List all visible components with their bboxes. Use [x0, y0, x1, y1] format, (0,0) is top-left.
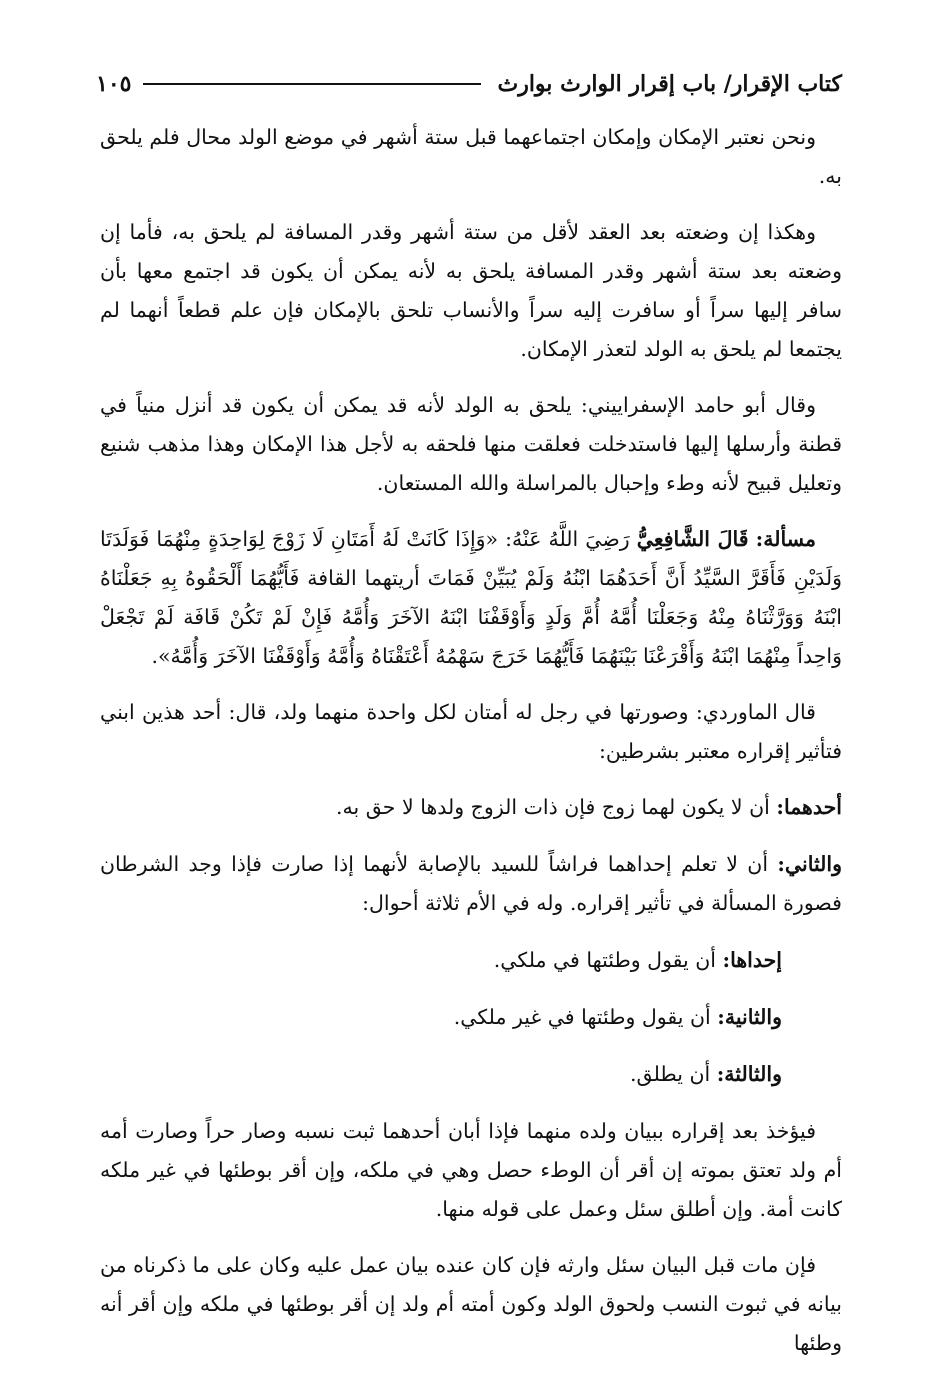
page-number: ١٠٥	[96, 71, 132, 97]
paragraph-9: فيؤخذ بعد إقراره ببيان ولده منهما فإذا أبان أحدهما ثبت نسبه وصار حراً وصارت أمه أم ولد تعتق بموته إن أقر أن الوطء حصل وهي في ملكه، وإن أقر بوطئها في غير ملكه كانت أمة. وإن أطلق سئل وعمل على قوله منها.	[100, 1119, 842, 1221]
masala-speaker: قَالَ الشَّافِعِيُّ	[636, 527, 749, 551]
paragraph-1: ونحن نعتبر الإمكان وإمكان اجتماعهما قبل ستة أشهر في موضع الولد محال فلم يلحق به.	[100, 125, 842, 188]
state-1-text: أن يقول وطئتها في ملكي.	[493, 948, 717, 972]
state-2-label: والثانية:	[717, 1005, 782, 1029]
state-3	[100, 1055, 842, 1094]
paragraph-5: قال الماوردي: وصورتها في رجل له أمتان لكل واحدة منهما ولد، قال: أحد هذين ابني فتأثير إقراره معتبر بشرطين:	[100, 700, 842, 763]
masala-text: رَضِيَ اللَّهُ عَنْهُ: «وَإِذَا كَانَتْ لَهُ أَمَتَانِ لَا زَوْجَ لِوَاحِدَةٍ مِنْهُمَا فَوَلَدَتَا وَلَدَيْنِ فَأَقَرَّ السَّيِّدُ أَنَّ أَحَدَهُمَا ابْنُهُ وَلَمْ يُبَيِّنْ فَمَاتَ أريتهما القافة فَأَيُّهُمَا أَلْحَقُوهُ بِهِ جَعَلْنَاهُ ابْنَهُ وَوَرَّثْنَاهُ مِنْهُ وَجَعَلْنَا أُمَّهُ أُمَّ وَلَدٍ وَأَوْقَفْنَا ابْنَهُ الآخَرَ وَأُمَّهُ فَإِنْ لَمْ تَكُنْ قَافَة لَمْ تَجْعَلْ وَاحِداً مِنْهُمَا ابْنَهُ وَأَقْرَعْنَا بَيْنَهُمَا فَأَيُّهُمَا خَرَجَ سَهْمُهُ أَعْتَقْنَاهُ وَأُمَّهُ وَأَوْقَفْنَا الآخَرَ وَأُمَّهُ».	[100, 527, 842, 668]
masala-label: مسألة:	[755, 527, 816, 551]
condition-2-text: أن لا تعلم إحداهما فراشاً للسيد بالإصابة لأنهما إذا صارت فإذا وجد الشرطان فصورة المسألة في تأثير إقراره. وله في الأم ثلاثة أحوال:	[100, 852, 842, 915]
condition-1	[100, 788, 842, 827]
condition-1-label: أحدهما:	[776, 795, 842, 819]
header-rule	[143, 83, 481, 85]
state-3-label: والثالثة:	[716, 1062, 782, 1086]
paragraph-2: وهكذا إن وضعته بعد العقد لأقل من ستة أشهر وقدر المسافة لم يلحق به، فأما إن وضعته بعد ستة أشهر وقدر المسافة يلحق به لأنه يمكن أن يكون قد اجتمع معها بأن سافر إليها سراً أو سافرت إليه سراً والأنساب تلحق بالإمكان فإن علم قطعاً أنهما لم يجتمعا لم يلحق به الولد لتعذر الإمكان.	[100, 220, 842, 361]
state-1-label: إحداها:	[722, 948, 782, 972]
state-3-text: أن يطلق.	[630, 1062, 711, 1086]
condition-2	[100, 845, 842, 923]
running-title: كتاب الإقرار/ باب إقرار الوارث بوارث	[497, 71, 842, 97]
state-2-text: أن يقول وطئتها في غير ملكي.	[453, 1005, 711, 1029]
condition-1-text: أن لا يكون لهما زوج فإن ذات الزوج ولدها لا حق به.	[335, 795, 770, 819]
paragraph-10: فإن مات قبل البيان سئل وارثه فإن كان عنده بيان عمل عليه وكان على ما ذكرناه من بيانه في ثبوت النسب ولحوق الولد وكون أمته أم ولد إن أقر بوطئها في ملكه وإن أقر أنه وطئها	[100, 1253, 842, 1355]
condition-2-label: والثاني:	[777, 852, 842, 876]
masala-paragraph	[100, 520, 842, 676]
state-2	[100, 998, 842, 1037]
paragraph-3: وقال أبو حامد الإسفراييني: يلحق به الولد لأنه قد يمكن أن يكون قد أنزل منياً في قطنة وأرسلها إليها فاستدخلت فعلقت منها فلحقه به لأجل هذا الإمكان وهذا مذهب شنيع وتعليل قبيح لأنه وطء وإحبال بالمراسلة والله المستعان.	[100, 393, 842, 495]
page-body	[100, 118, 842, 1380]
page-header	[96, 66, 842, 102]
state-1	[100, 941, 842, 980]
